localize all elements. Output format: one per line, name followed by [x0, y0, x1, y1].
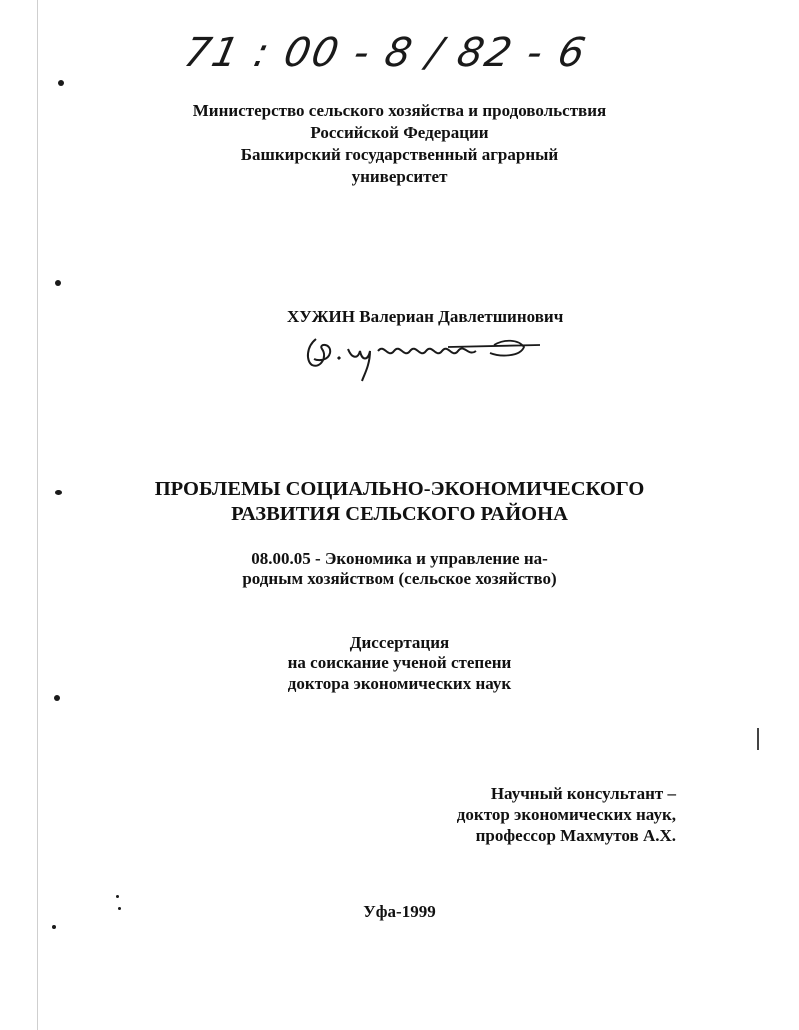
- scan-speck: [54, 695, 60, 701]
- city-year: Уфа-1999: [363, 902, 436, 921]
- dissertation-type-line: доктора экономических наук: [287, 674, 512, 693]
- scan-speck: [116, 895, 119, 898]
- consultant-line: профессор Махмутов А.Х.: [475, 826, 676, 845]
- ministry-line: Башкирский государственный аграрный: [240, 145, 559, 164]
- scan-edge-line: [757, 728, 759, 750]
- dissertation-title-line: РАЗВИТИЯ СЕЛЬСКОГО РАЙОНА: [231, 503, 568, 525]
- author-signature: [298, 327, 548, 387]
- dissertation-type-line: Диссертация: [349, 633, 450, 652]
- ministry-line: университет: [351, 167, 448, 186]
- ministry-header: [0, 100, 799, 188]
- specialty-line: родным хозяйством (сельское хозяйство): [242, 569, 557, 588]
- author-name: ХУЖИН Валериан Давлетшинович: [287, 307, 564, 326]
- dissertation-type-line: на соискание ученой степени: [287, 653, 512, 672]
- dissertation-title-line: ПРОБЛЕМЫ СОЦИАЛЬНО-ЭКОНОМИЧЕСКОГО: [154, 478, 645, 500]
- ministry-line: Российской Федерации: [310, 123, 489, 142]
- ministry-line: Министерство сельского хозяйства и продовольствия: [192, 101, 607, 120]
- handwritten-catalog-number: 71 : 00 - 8 / 82 - 6: [180, 30, 592, 76]
- scan-speck: [52, 925, 56, 929]
- consultant-line: доктор экономических наук,: [456, 805, 676, 824]
- scan-speck: [55, 280, 61, 286]
- specialty-line: 08.00.05 - Экономика и управление на-: [251, 549, 548, 568]
- consultant-line: Научный консультант –: [490, 784, 676, 803]
- scan-speck: [58, 80, 64, 86]
